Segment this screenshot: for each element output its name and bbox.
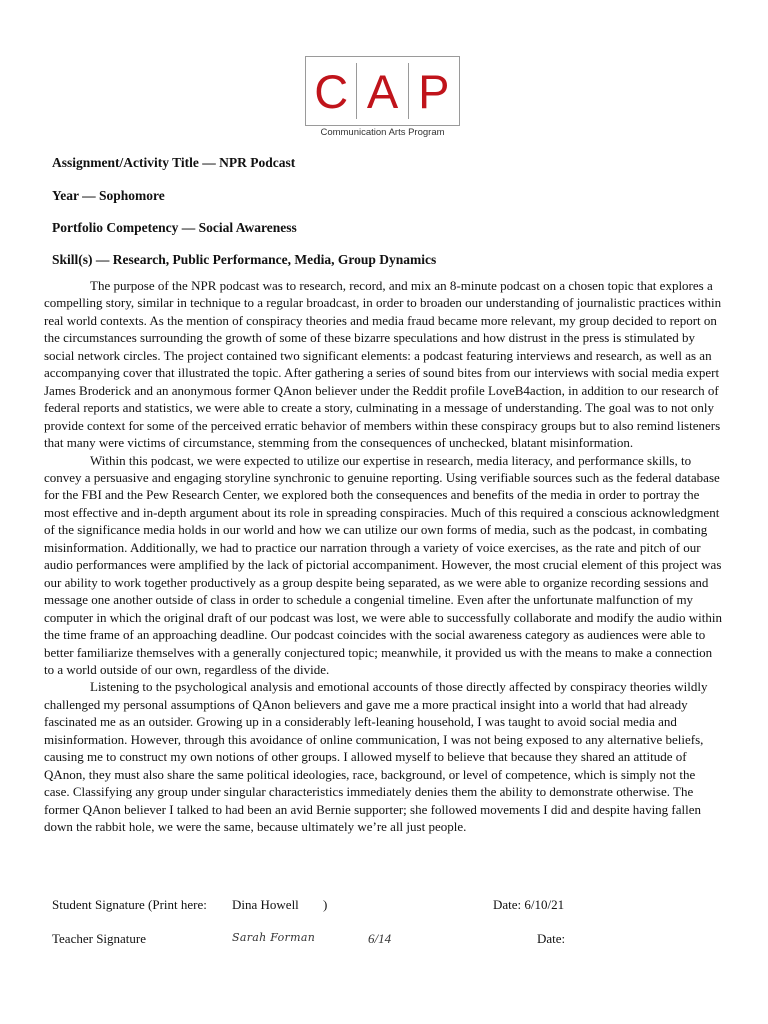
assignment-title: Assignment/Activity Title — NPR Podcast	[52, 155, 296, 170]
logo-letter-p: P	[418, 64, 450, 118]
cap-logo-box	[305, 56, 460, 126]
teacher-signature: Sarah Forman	[232, 931, 316, 944]
student-signature-label: Student Signature (Print here:	[52, 897, 207, 912]
logo-letter-c: C	[314, 64, 349, 118]
student-signature-close: )	[323, 897, 328, 912]
competency-line: Portfolio Competency — Social Awareness	[52, 220, 297, 235]
paragraph-1: The purpose of the NPR podcast was to research, record, and mix an 8-minute podcast on a chosen topic that explores a compelling story, similar in technique to a regular broadcast, in order to broaden our understanding of journalistic practices within real world contexts. As the mention of conspiracy theories and media fraud became more relevant, my group decided to report on the circumstances surrounding the growth of some of these bizarre speculations and how distrust in the press is stimulated by social network circles. The project contained two significant elements: a podcast featuring interviews and research, as well as an accompanying cover that illustrated the topic. After gathering a series of sound bites from our interviews with social media expert James Broderick and an anonymous former QAnon believer under the Reddit profile LoveB4action, in addition to our research of federal reports and statistics, we were able to create a story, culminating in a message of understanding. The goal was to not only provide context for some of the perceived erratic behavior of members within these conspiracy groups but to also remind listeners that many were victims of circumstance, stemming from the consequences of unchecked, blatant misinformation.	[44, 278, 722, 451]
skills-line: Skill(s) — Research, Public Performance, Media, Group Dynamics	[52, 252, 437, 267]
reflection-body	[44, 277, 724, 836]
paragraph-2: Within this podcast, we were expected to utilize our expertise in research, media literacy, and performance skills, to convey a persuasive and engaging storyline synchronic to genuine reporting. Using verifiable sources such as the federal database for the FBI and the Pew Research Center, we explored both the consequences and benefits of the media in order to portray the most effective and in-depth argument about its role in spreading conspiracies. Much of this required a conscious acknowledgment of the significance media holds in our world and how we can utilize our own forms of media, such as the podcast, in combating misinformation. Additionally, we had to practice our narration through a variety of voice exercises, as the rate and pitch of our audio performances were amplified by the lack of pictorial accompaniment. However, the most crucial element of this project was our ability to work together productively as a group despite being separated, as we were able to organize recording sessions and message one another outside of class in order to schedule a congenial timeline. Even after the unfortunate malfunction of my computer in which the original draft of our podcast was lost, we were able to successfully collaborate and modify the audio within the time frame of an approaching deadline. Our podcast coincides with the social awareness category as audiences were able to better familiarize themselves with a generally conjectured topic; meanwhile, it provided us with the means to make a connection to a world outside of our own, regardless of the divide.	[44, 452, 722, 677]
teacher-signature-label: Teacher Signature	[52, 931, 147, 946]
year-line: Year — Sophomore	[52, 188, 165, 203]
paragraph-3: Listening to the psychological analysis and emotional accounts of those directly affected by conspiracy theories wildly challenged my personal assumptions of QAnon believers and gave me a more practical insight into a world that had already fascinated me as an outsider. Growing up in a considerably left-leaning household, I was taught to avoid social media and misinformation. However, through this avoidance of online communication, I was not being exposed to any alternative beliefs, causing me to construct my own notions of other groups. I allowed myself to believe that because they shared an attitude of QAnon, they must also share the same political ideologies, race, background, or level of competence, which is simply not the case. Classifying any group under singular characteristics immediately denies them the ability to demonstrate otherwise. The former QAnon believer I talked to had been an avid Bernie supporter; she followed movements I did and despite having fallen down the rabbit hole, we were the same, because ultimately we’re all just people.	[44, 679, 708, 835]
cap-logo	[305, 56, 460, 138]
logo-subtitle: Communication Arts Program	[320, 127, 445, 138]
student-name: Dina Howell	[232, 897, 299, 912]
student-date: Date: 6/10/21	[493, 897, 565, 912]
logo-letter-a: A	[366, 64, 399, 118]
teacher-date-label: Date:	[537, 931, 566, 946]
teacher-handwritten-date: 6/14	[368, 931, 392, 946]
